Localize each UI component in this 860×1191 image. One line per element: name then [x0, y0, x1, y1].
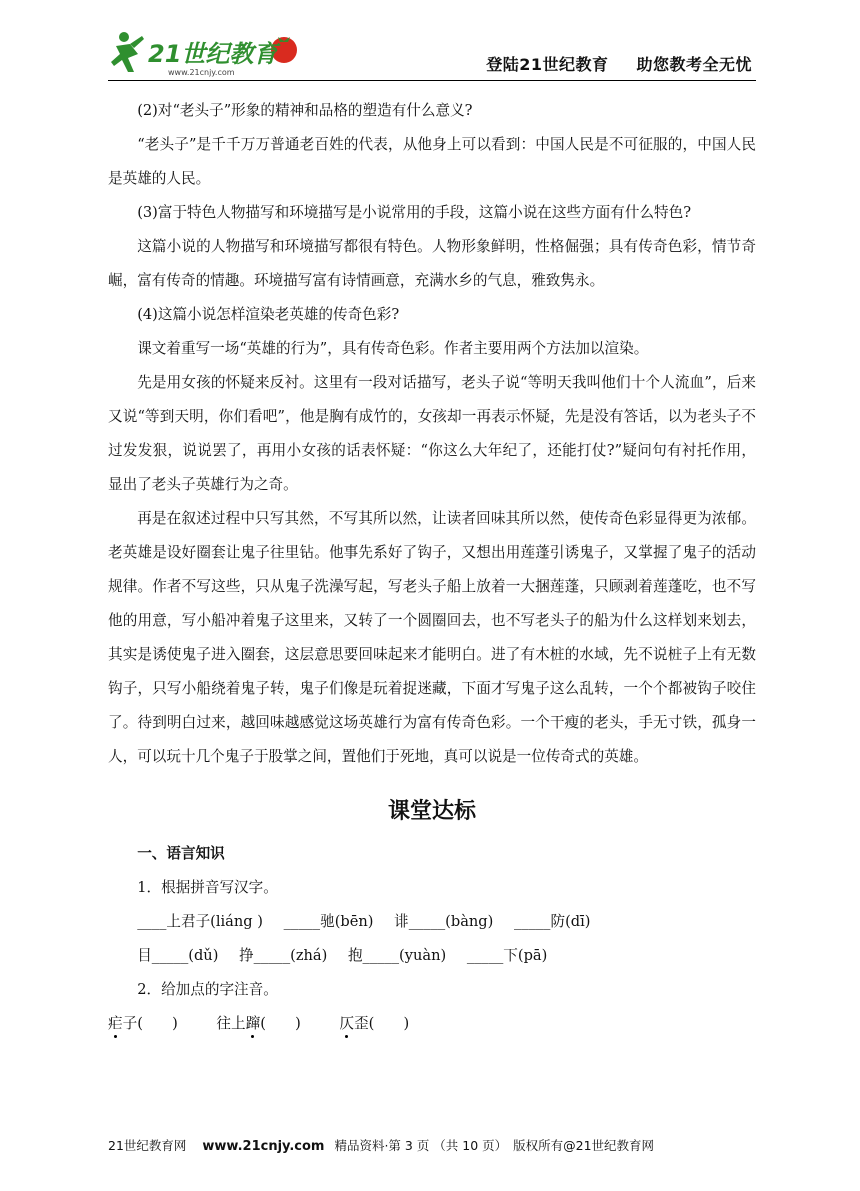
- question-4: (4)这篇小说怎样渲染老英雄的传奇色彩?: [137, 306, 400, 323]
- exercise-2-title: 2．给加点的字注音。: [137, 981, 278, 998]
- blank-item: 抱_____(yuàn): [347, 947, 447, 964]
- page-footer: [108, 1136, 756, 1154]
- blank-item: 诽_____(bàng): [394, 913, 494, 930]
- dotted-char: 仄: [339, 1015, 355, 1032]
- exercise-1-title: 1．根据拼音写汉字。: [137, 879, 278, 896]
- blank-item: 目_____(dǔ): [137, 947, 219, 964]
- blank-item: _____驰(bēn): [283, 913, 374, 930]
- answer-4-method-2: 再是在叙述过程中只写其然，不写其所以然，让读者回味其所以然，使传奇色彩显得更为浓郁。老英雄是设好圈套让鬼子往里钻。他事先系好了钩子，又想出用莲蓬引诱鬼子，又掌握了鬼子的活动规律。作者不写这些，只从鬼子洗澡写起，写老头子船上放着一大捆莲蓬，只顾剥着莲蓬吃，也不写他的用意，写小船冲着鬼子这里来，又转了一个圆圈回去，也不写老头子的船为什么这样划来划去，其实是诱使鬼子进入圈套，这层意思要回味起来才能明白。进了有木桩的水域，先不说桩子上有无数钩子，只写小船绕着鬼子转，鬼子们像是玩着捉迷藏，下面才写鬼子这么乱转，一个个都被钩子咬住了。待到明白过来，越回味越感觉这场英雄行为富有传奇色彩。一个干瘦的老头，手无寸铁，孤身一人，可以玩十几个鬼子于股掌之间，置他们于死地，真可以说是一位传奇式的英雄。: [108, 510, 756, 765]
- exercise-1-row-1: [108, 905, 756, 939]
- pinyin-item: 仄歪( ): [339, 1015, 410, 1032]
- blank-item: _____防(dī): [513, 913, 591, 930]
- question-3: (3)富于特色人物描写和环境描写是小说常用的手段，这篇小说在这些方面有什么特色?: [137, 204, 692, 221]
- exercise-2-row: [108, 1007, 756, 1041]
- pinyin-item: 疟子( ): [108, 1015, 178, 1032]
- dotted-char: 疟: [108, 1015, 123, 1032]
- blank-item: 挣_____(zhá): [239, 947, 328, 964]
- exercise-1-row-2: [108, 939, 756, 973]
- logo-21cnjy: [108, 28, 308, 78]
- pinyin-item: 往上蹿( ): [216, 1015, 301, 1032]
- svg-text:21世纪教育: 21世纪教育: [148, 40, 278, 68]
- blank-item: ____上君子(liáng ): [137, 913, 263, 930]
- page-header: [108, 22, 756, 80]
- sub-heading-language: 一、语言知识: [137, 845, 225, 862]
- section-title: 课堂达标: [387, 799, 476, 824]
- dotted-char: 蹿: [245, 1015, 261, 1032]
- header-rule: [108, 80, 756, 81]
- footer-page-info: 精品资料·第 3 页 （共 10 页）: [334, 1138, 508, 1153]
- answer-4-method-1: 先是用女孩的怀疑来反衬。这里有一段对话描写，老头子说“等明天我叫他们十个人流血”，后来又说“等到天明，你们看吧”，他是胸有成竹的，女孩却一再表示怀疑，先是没有答话，以为老头子不过发发狠，说说罢了，再用小女孩的话表怀疑：“你这么大年纪了，还能打仗?”疑问句有衬托作用，显出了老头子英雄行为之奇。: [108, 374, 756, 493]
- blank-item: _____下(pā): [466, 947, 548, 964]
- svg-text:www.21cnjy.com: www.21cnjy.com: [168, 68, 235, 77]
- page-content: [108, 94, 756, 1041]
- answer-2: “老头子”是千千万万普通老百姓的代表，从他身上可以看到：中国人民是不可征服的，中国人民是英雄的人民。: [108, 136, 756, 187]
- slogan-motto: 助您教考全无忧: [636, 55, 752, 74]
- answer-4-intro: 课文着重写一场“英雄的行为”，具有传奇色彩。作者主要用两个方法加以渲染。: [137, 340, 649, 357]
- footer-copyright: 版权所有@21世纪教育网: [513, 1138, 655, 1153]
- question-2: (2)对“老头子”形象的精神和品格的塑造有什么意义?: [137, 102, 473, 119]
- answer-3: 这篇小说的人物描写和环境描写都很有特色。人物形象鲜明，性格倔强；具有传奇色彩，情节奇崛，富有传奇的情趣。环境描写富有诗情画意，充满水乡的气息，雅致隽永。: [108, 238, 756, 289]
- footer-site-url[interactable]: www.21cnjy.com: [202, 1139, 325, 1154]
- header-slogan: [486, 52, 752, 75]
- runner-icon: [111, 32, 144, 72]
- slogan-login: 登陆21世纪教育: [486, 55, 609, 74]
- footer-site-name: 21世纪教育网: [108, 1138, 187, 1153]
